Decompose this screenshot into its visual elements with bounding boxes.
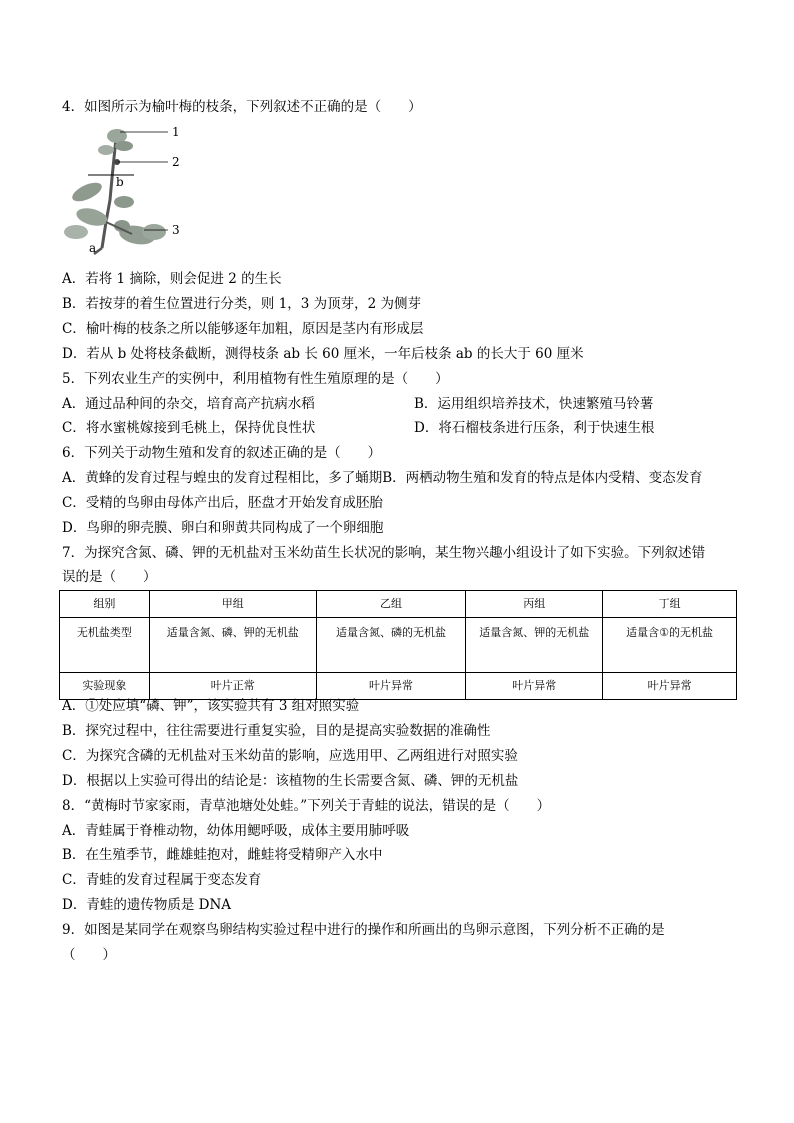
- q5-option-c: C．将水蜜桃嫁接到毛桃上，保持优良性状: [62, 420, 316, 436]
- table-cell: 乙组: [316, 591, 466, 618]
- q4-option-b: B．若按芽的着生位置进行分类，则 1，3 为顶芽，2 为侧芽: [62, 296, 422, 312]
- table-row: [60, 618, 737, 673]
- q5-option-d: D．将石榴枝条进行压条，利于快速生根: [414, 420, 655, 436]
- q6-option-ab: A．黄蜂的发育过程与蝗虫的发育过程相比，多了蛹期B．两栖动物生殖和发育的特点是体内受精、变态发育: [62, 470, 703, 486]
- q7-stem-line2: 误的是（ ）: [62, 569, 157, 585]
- table-header-row: [60, 591, 737, 618]
- label-b: b: [116, 175, 124, 189]
- q7-stem-line1: 7．为探究含氮、磷、钾的无机盐对玉米幼苗生长状况的影响，某生物兴趣小组设计了如下实验。下列叙述错: [62, 545, 706, 561]
- q7-option-c: C．为探究含磷的无机盐对玉米幼苗的影响，应选用甲、乙两组进行对照实验: [62, 748, 518, 764]
- table-cell: 叶片异常: [316, 673, 466, 700]
- q8-option-b: B．在生殖季节，雌雄蛙抱对，雌蛙将受精卵产入水中: [62, 847, 383, 863]
- table-cell: 叶片异常: [466, 673, 603, 700]
- plant-branch-figure: [62, 122, 192, 258]
- q7-option-b: B．探究过程中，往往需要进行重复实验，目的是提高实验数据的准确性: [62, 723, 491, 739]
- table-cell: 叶片异常: [603, 673, 737, 700]
- q5-option-b: B．运用组织培养技术，快速繁殖马铃薯: [414, 396, 654, 412]
- label-a: a: [89, 241, 97, 255]
- q5-stem: 5．下列农业生产的实例中，利用植物有性生殖原理的是（ ）: [62, 371, 449, 387]
- table-cell: 适量含氮、钾的无机盐: [466, 618, 603, 673]
- q4-stem: 4．如图所示为榆叶梅的枝条，下列叙述不正确的是（ ）: [62, 99, 422, 115]
- q9-stem-line2: （ ）: [62, 947, 116, 963]
- q6-option-c: C．受精的鸟卵由母体产出后，胚盘才开始发育成胚胎: [62, 495, 383, 511]
- q8-stem: 8．“黄梅时节家家雨，青草池塘处处蛙。”下列关于青蛙的说法，错误的是（ ）: [62, 798, 551, 814]
- q8-option-a: A．青蛙属于脊椎动物，幼体用鳃呼吸，成体主要用肺呼吸: [62, 823, 410, 839]
- table-cell: 甲组: [149, 591, 316, 618]
- table-cell: 丙组: [466, 591, 603, 618]
- q6-stem: 6．下列关于动物生殖和发育的叙述正确的是（ ）: [62, 445, 382, 461]
- experiment-table: [59, 590, 737, 700]
- q4-option-c: C．榆叶梅的枝条之所以能够逐年加粗，原因是茎内有形成层: [62, 321, 424, 337]
- label-2: 2: [172, 155, 180, 169]
- table-row: [60, 673, 737, 700]
- q5-option-a: A．通过品种间的杂交，培育高产抗病水稻: [62, 396, 315, 412]
- q6-option-d: D．鸟卵的卵壳膜、卵白和卵黄共同构成了一个卵细胞: [62, 520, 384, 536]
- q8-option-d: D．青蛙的遗传物质是 DNA: [62, 897, 232, 913]
- q9-stem-line1: 9．如图是某同学在观察鸟卵结构实验过程中进行的操作和所画出的鸟卵示意图，下列分析不正确的是: [62, 922, 665, 938]
- q8-option-c: C．青蛙的发育过程属于变态发育: [62, 872, 262, 888]
- table-cell: 无机盐类型: [60, 618, 150, 673]
- table-cell: 实验现象: [60, 673, 150, 700]
- table-cell: 丁组: [603, 591, 737, 618]
- table-cell: 适量含①的无机盐: [603, 618, 737, 673]
- label-1: 1: [172, 125, 180, 139]
- table-cell: 组别: [60, 591, 150, 618]
- q7-option-a: A．①处应填“磷、钾”，该实验共有 3 组对照实验: [62, 698, 360, 714]
- table-cell: 叶片正常: [149, 673, 316, 700]
- q4-option-a: A．若将 1 摘除，则会促进 2 的生长: [62, 271, 282, 287]
- label-3: 3: [172, 223, 180, 237]
- table-cell: 适量含氮、磷、钾的无机盐: [149, 618, 316, 673]
- table-cell: 适量含氮、磷的无机盐: [316, 618, 466, 673]
- q7-option-d: D．根据以上实验可得出的结论是：该植物的生长需要含氮、磷、钾的无机盐: [62, 773, 519, 789]
- q4-option-d: D．若从 b 处将枝条截断，测得枝条 ab 长 60 厘米，一年后枝条 ab 的长大于 60 厘米: [62, 346, 584, 362]
